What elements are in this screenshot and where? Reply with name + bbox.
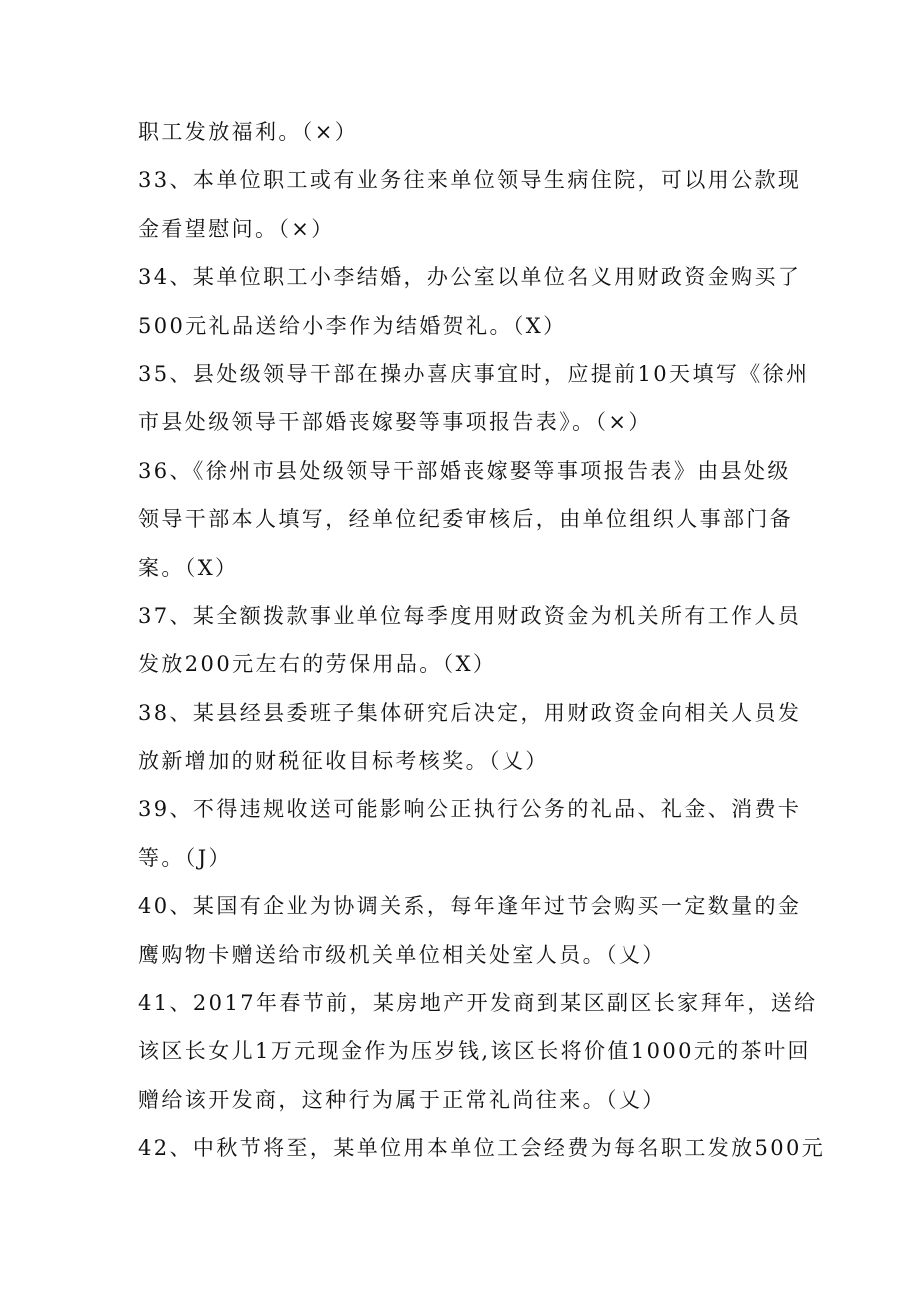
text-line: 等。（J） — [138, 845, 232, 870]
text-line: 市县处级领导干部婚丧嫁娶等事项报告表》。（×） — [138, 410, 652, 435]
text-line: 鹰购物卡赠送给市级机关单位相关处室人员。（乂） — [138, 942, 666, 967]
text-line: 放新增加的财税征收目标考核奖。（乂） — [138, 749, 549, 774]
text-line: 39、不得违规收送可能影响公正执行公务的礼品、礼金、消费卡 — [138, 797, 802, 822]
text-line: 该区长女儿1万元现金作为压岁钱,该区长将价值1000元的茶叶回 — [138, 1039, 811, 1064]
text-line: 案。（X） — [138, 555, 239, 580]
text-line: 金看望慰问。（×） — [138, 216, 335, 241]
text-line: 职工发放福利。（×） — [138, 120, 359, 144]
text-line: 37、某全额拨款事业单位每季度用财政资金为机关所有工作人员 — [138, 603, 802, 628]
text-line: 500元礼品送给小李作为结婚贺礼。（X） — [138, 313, 567, 338]
document-body — [138, 108, 826, 1173]
text-line: 42、中秋节将至，某单位用本单位工会经费为每名职工发放500元 — [138, 1136, 826, 1161]
text-line: 34、某单位职工小李结婚，办公室以单位名义用财政资金购买了 — [138, 265, 802, 290]
text-line: 赠给该开发商，这种行为属于正常礼尚往来。（乂） — [138, 1087, 666, 1112]
text-line: 38、某县经县委班子集体研究后决定，用财政资金向相关人员发 — [138, 700, 802, 725]
text-line: 36、《徐州市县处级领导干部婚丧嫁娶等事项报告表》由县处级 — [138, 458, 791, 483]
text-line: 41、2017年春节前，某房地产开发商到某区副区长家拜年，送给 — [138, 991, 818, 1016]
text-line: 发放200元左右的劳保用品。（X） — [138, 652, 497, 677]
text-line: 33、本单位职工或有业务往来单位领导生病住院，可以用公款现 — [138, 168, 802, 193]
text-line: 40、某国有企业为协调关系，每年逢年过节会购买一定数量的金 — [138, 894, 802, 919]
text-line: 领导干部本人填写，经单位纪委审核后，由单位组织人事部门备 — [138, 507, 794, 532]
text-line: 35、县处级领导干部在操办喜庆事宜时，应提前10天填写《徐州 — [138, 361, 810, 386]
